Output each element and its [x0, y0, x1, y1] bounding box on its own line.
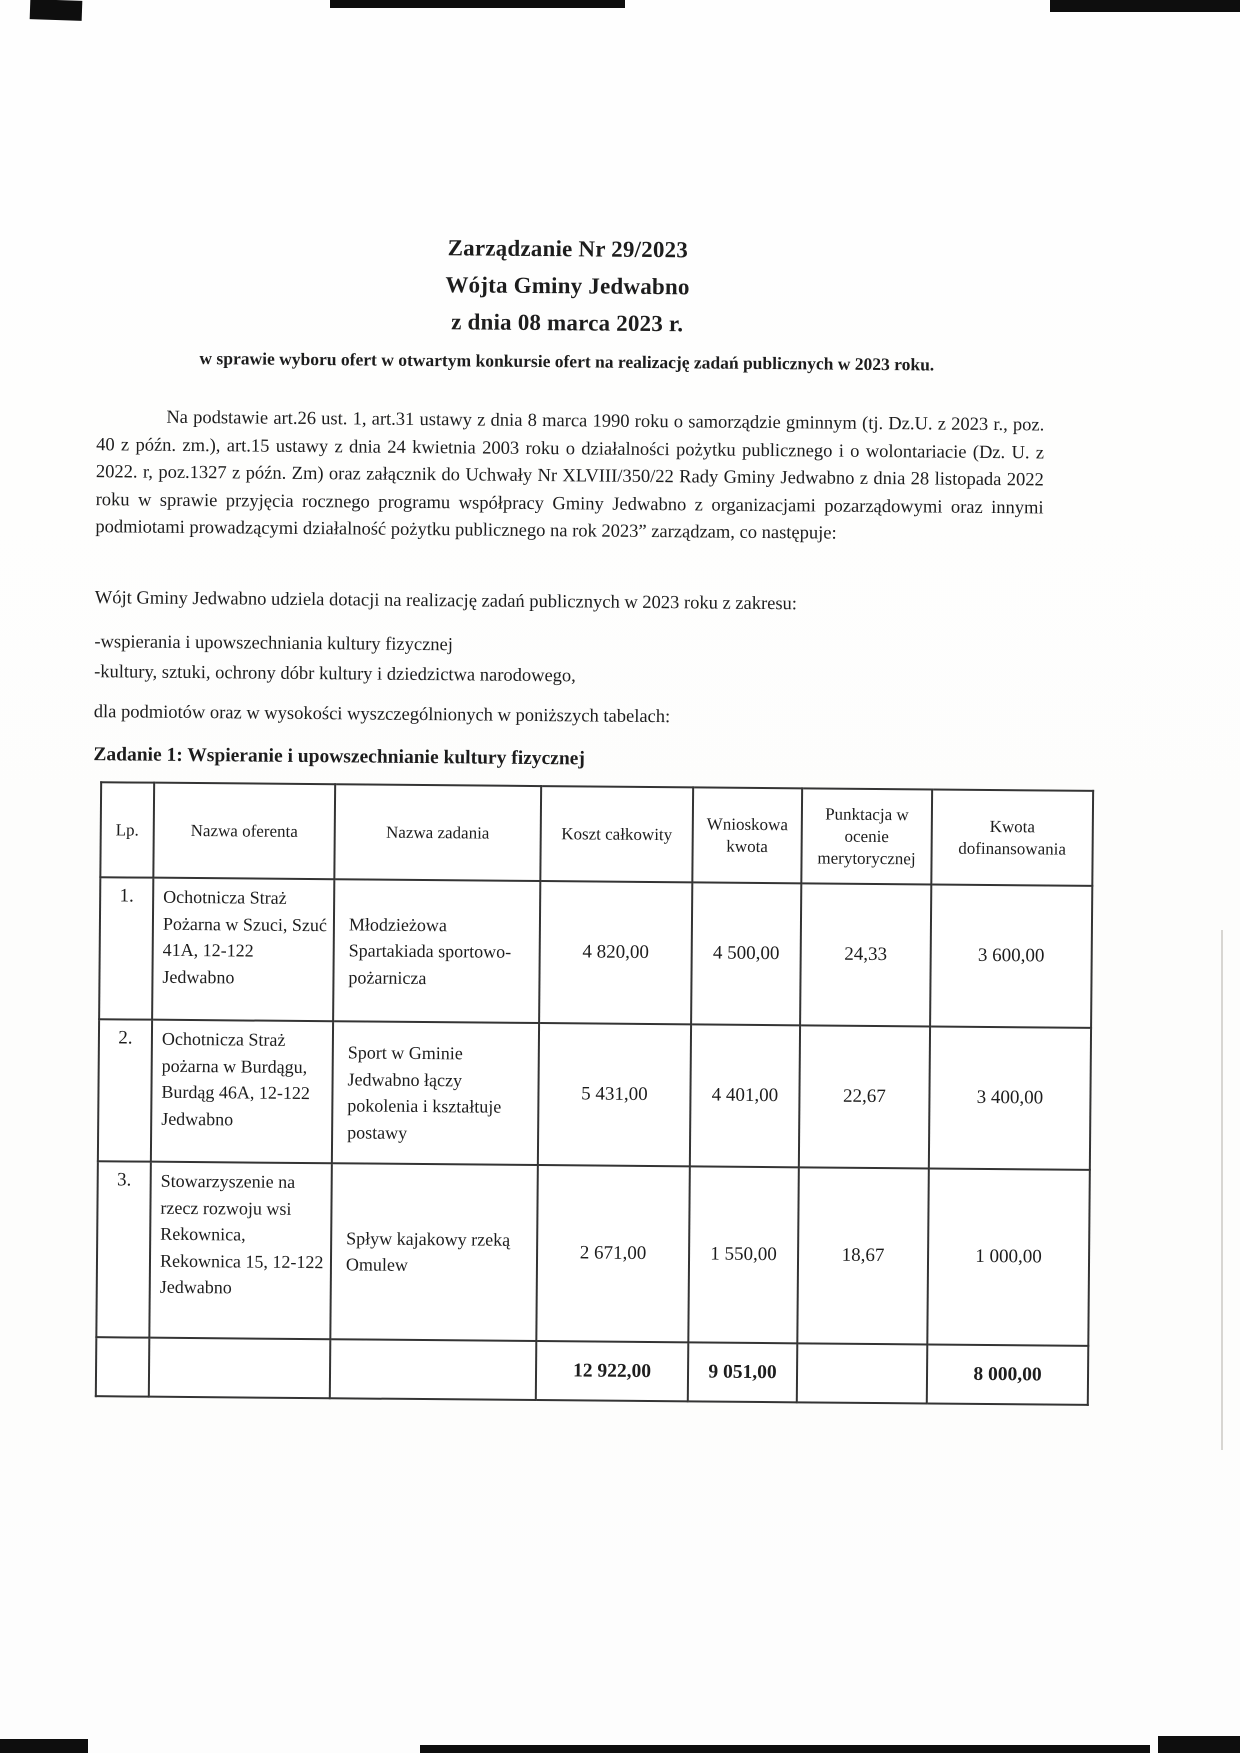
col-header-punktacja: Punktacja w ocenie merytorycznej — [801, 789, 932, 885]
cell-koszt: 4 820,00 — [539, 882, 692, 1025]
title-line-2: Wójta Gminy Jedwabno — [445, 272, 690, 300]
scan-artifact-bottom-right — [1158, 1736, 1240, 1753]
title-line-3: z dnia 08 marca 2023 r. — [451, 309, 684, 337]
scan-artifact-bottom-left — [0, 1739, 88, 1753]
cell-koszt-total: 12 922,00 — [536, 1342, 689, 1402]
cell-lp-empty — [96, 1338, 150, 1397]
scope-list — [94, 628, 1134, 697]
col-header-wnioskowana: Wnioskowa kwota — [692, 788, 802, 884]
col-header-zadanie: Nazwa zadania — [334, 785, 541, 882]
cell-wnioskowana: 4 401,00 — [690, 1025, 800, 1168]
cell-zadanie: Sport w Gminie Jedwabno łączy pokolenia i kształtuje postawy — [332, 1022, 539, 1166]
document-subject: w sprawie wyboru ofert w otwartym konkursie ofert na realizację zadań publicznych w 2023 roku. — [199, 348, 935, 375]
legal-basis-paragraph: Na podstawie art.26 ust. 1, art.31 ustawy z dnia 8 marca 1990 roku o samorządzie gminnym (tj. Dz.U. z 2023 r., poz. 40 z późn. zm.), art.15 ustawy z dnia 24 kwietnia 2003 roku o działalności pożytku publicznego i o wolontariacie (Dz. U. z 2022. r, poz.1327 z późn. Zm) oraz załącznik do Uchwały Nr XLVIII/350/22 Rady Gminy Jedwabno z dnia 28 listopada 2022 roku w sprawie przyjęcia rocznego programu współpracy Gminy Jedwabno z organizacjami pozarządowymi oraz innymi podmiotami prowadzącymi działalność pożytku publicznego na rok 2023” zarządzam, co następuje: — [95, 407, 1045, 544]
col-header-lp: Lp. — [100, 783, 154, 878]
task1-heading: Zadanie 1: Wspieranie i upowszechnianie kultury fizycznej — [93, 744, 585, 770]
cell-wnioskowana: 1 550,00 — [688, 1167, 799, 1344]
cell-wnioskowana-total: 9 051,00 — [688, 1343, 798, 1403]
table-row — [99, 878, 1092, 1029]
cell-koszt: 5 431,00 — [538, 1024, 691, 1167]
scope-item-1: -wspierania i upowszechniania kultury fizycznej — [94, 632, 454, 656]
cell-punktacja-empty — [797, 1344, 928, 1404]
cell-oferent-empty — [149, 1338, 331, 1399]
document-title — [97, 226, 1038, 345]
cell-punktacja: 22,67 — [799, 1026, 930, 1169]
tables-note: dla podmiotów oraz w wysokości wyszczególnionych w poniższych tabelach: — [93, 702, 671, 728]
cell-zadanie: Spływ kajakowy rzeką Omulew — [330, 1164, 538, 1342]
title-line-1: Zarządzanie Nr 29/2023 — [447, 235, 689, 263]
grant-intro: Wójt Gminy Jedwabno udziela dotacji na realizację zadań publicznych w 2023 roku z zakresu: — [94, 588, 798, 615]
table-row — [98, 1020, 1091, 1171]
cell-punktacja: 18,67 — [797, 1168, 929, 1345]
table-header-row — [100, 783, 1093, 887]
table-row — [96, 1162, 1089, 1347]
cell-dofinansowanie: 1 000,00 — [927, 1169, 1090, 1346]
scan-artifact-bottom-bar — [420, 1745, 1150, 1753]
cell-zadanie-empty — [330, 1340, 537, 1401]
cell-dofinansowanie: 3 400,00 — [929, 1027, 1091, 1170]
cell-lp: 1. — [99, 878, 153, 1020]
cell-dofinansowanie: 3 600,00 — [930, 885, 1092, 1028]
cell-lp: 3. — [96, 1162, 151, 1338]
col-header-oferent: Nazwa oferenta — [153, 783, 335, 880]
cell-zadanie: Młodzieżowa Spartakiada sportowo-pożarnicza — [333, 880, 540, 1024]
cell-koszt: 2 671,00 — [536, 1166, 690, 1343]
scope-item-2: -kultury, sztuki, ochrony dóbr kultury i dziedzictwa narodowego, — [94, 662, 576, 687]
cell-lp: 2. — [98, 1020, 152, 1162]
table-summary-row — [96, 1338, 1088, 1406]
col-header-koszt: Koszt całkowity — [540, 787, 693, 883]
cell-oferent: Ochotnicza Straż pożarna w Burdągu, Burdąg 46A, 12-122 Jedwabno — [151, 1020, 333, 1164]
cell-punktacja: 24,33 — [800, 884, 931, 1027]
cell-oferent: Ochotnicza Straż Pożarna w Szuci, Szuć 41A, 12-122 Jedwabno — [152, 878, 334, 1022]
cell-wnioskowana: 4 500,00 — [691, 883, 801, 1026]
task1-grants-table — [95, 782, 1094, 1407]
cell-oferent: Stowarzyszenie na rzecz rozwoju wsi Rekownica, Rekownica 15, 12-122 Jedwabno — [149, 1162, 332, 1340]
cell-dofinansowanie-total: 8 000,00 — [927, 1345, 1089, 1405]
col-header-dofinansowanie: Kwota dofinansowania — [931, 790, 1093, 886]
